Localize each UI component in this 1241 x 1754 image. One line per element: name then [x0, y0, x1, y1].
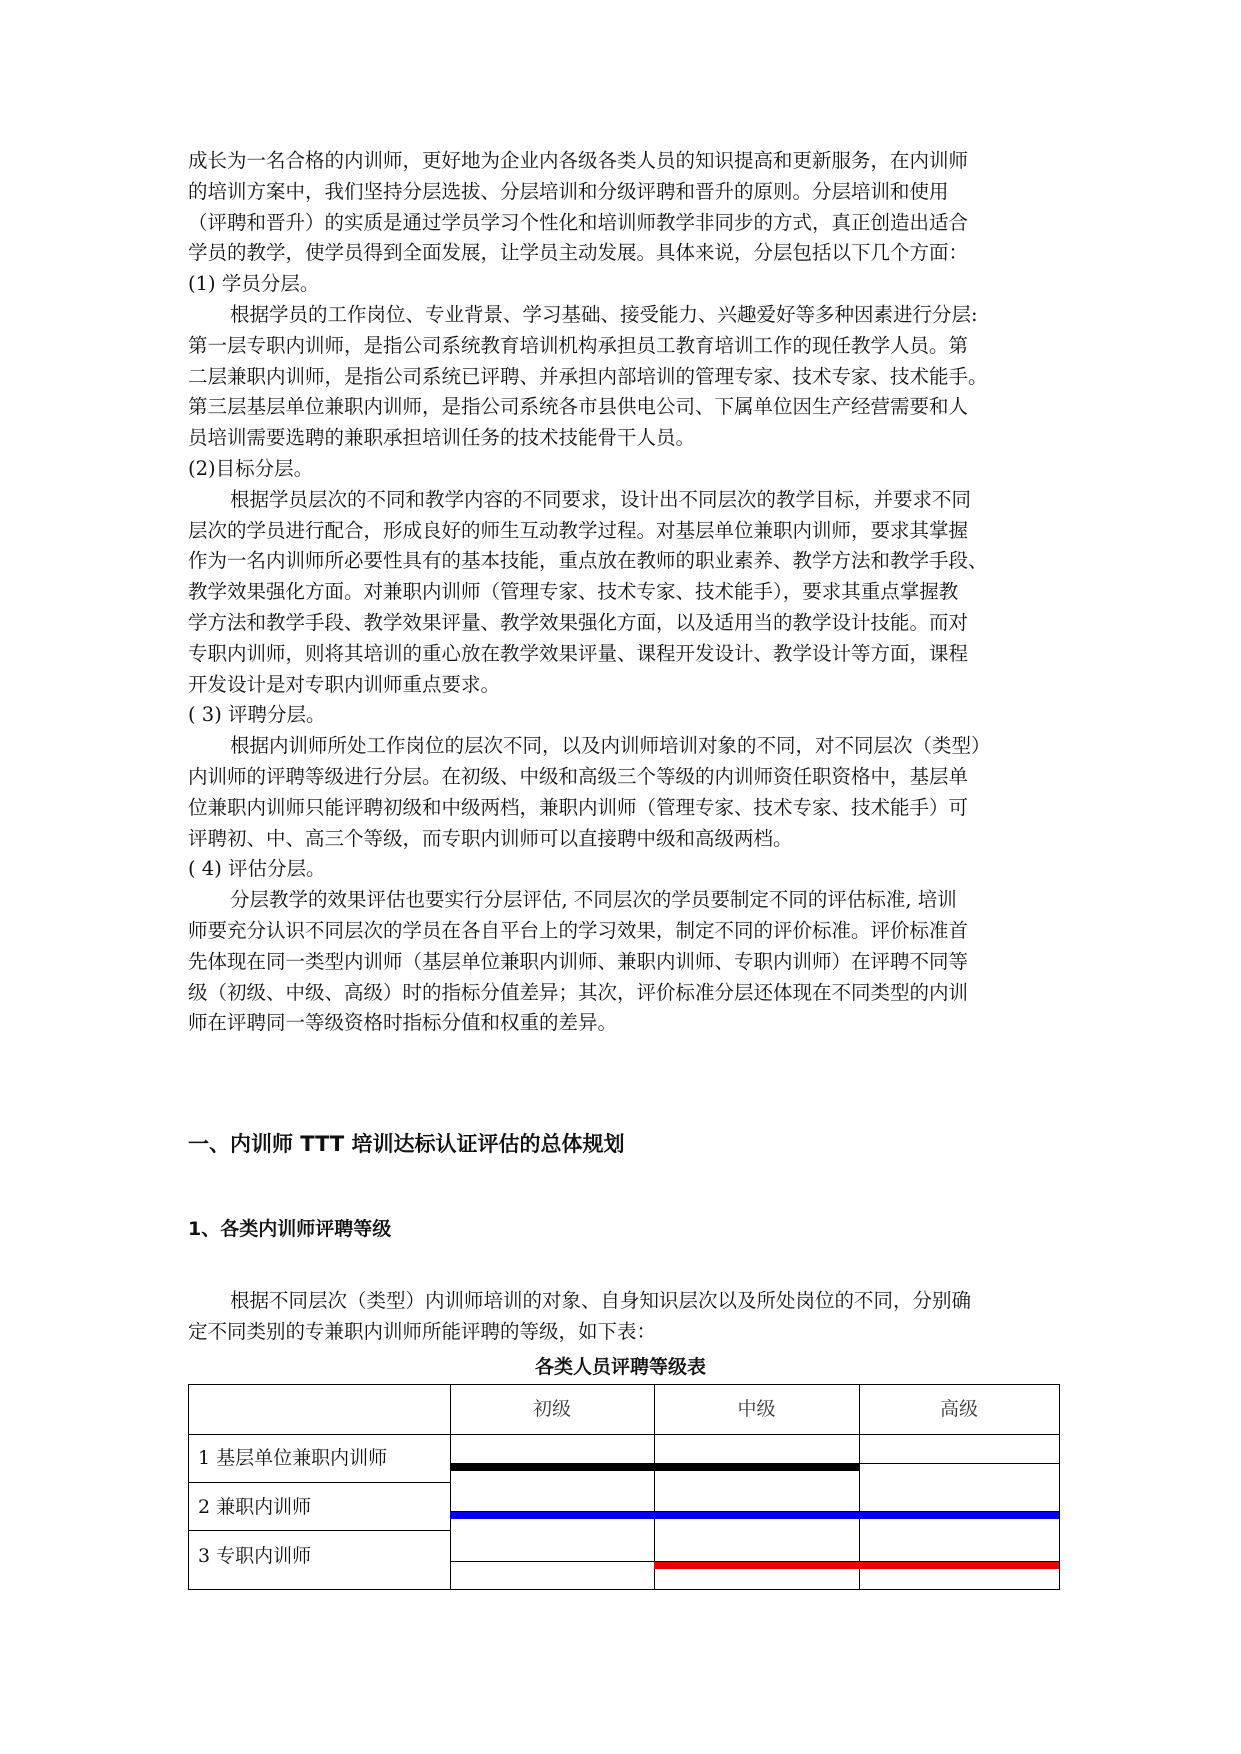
subsection-heading: 1、各类内训师评聘等级 — [188, 1218, 392, 1240]
body-paragraph — [188, 854, 1058, 885]
text-line: 专职内训师，则将其培训的重心放在教学效果评量、课程开发设计、教学设计等方面，课程 — [188, 641, 969, 665]
grade-range-bar — [450, 1464, 859, 1471]
text-line: 教学效果强化方面。对兼职内训师（管理专家、技术专家、技术能手），要求其重点掌握教 — [188, 580, 959, 604]
body-paragraph — [188, 885, 1058, 1039]
table-rule — [1059, 1384, 1060, 1590]
text-line: ( 4) 评估分层。 — [188, 857, 326, 881]
text-line: 师要充分认识不同层次的学员在各自平台上的学习效果，制定不同的评价标准。评价标准首 — [188, 918, 969, 942]
body-paragraph — [188, 454, 1058, 485]
table-rule — [188, 1434, 1060, 1435]
table-rule — [188, 1482, 450, 1483]
body-paragraph — [188, 300, 1058, 454]
text-line: 成长为一名合格的内训师，更好地为企业内各级各类人员的知识提高和更新服务，在内训师 — [188, 149, 969, 172]
text-line: 根据学员层次的不同和教学内容的不同要求，设计出不同层次的教学目标，并要求不同 — [230, 487, 972, 511]
column-header-junior: 初级 — [532, 1398, 571, 1420]
text-line: 根据不同层次（类型）内训师培训的对象、自身知识层次以及所处岗位的不同，分别确 — [230, 1289, 972, 1312]
text-line: 评聘初、中、高三个等级，而专职内训师可以直接聘中级和高级两档。 — [188, 826, 793, 850]
text-line: 层次的学员进行配合，形成良好的师生互动教学过程。对基层单位兼职内训师，要求其掌握 — [188, 518, 969, 542]
body-text — [188, 146, 1058, 1039]
text-line: (2)目标分层。 — [188, 456, 314, 480]
text-line: 级（初级、中级、高级）时的指标分值差异；其次，评价标准分层还体现在不同类型的内训 — [188, 980, 969, 1004]
text-line: 定不同类别的专兼职内训师所能评聘的等级，如下表： — [188, 1319, 657, 1343]
row-label: 2 兼职内训师 — [198, 1496, 312, 1518]
text-line: （评聘和晋升）的实质是通过学员学习个性化和培训师教学非同步的方式，真正创造出适合 — [188, 210, 969, 234]
row-label: 1 基层单位兼职内训师 — [198, 1447, 388, 1469]
text-line: 学员的教学，使学员得到全面发展，让学员主动发展。具体来说，分层包括以下几个方面： — [188, 241, 969, 265]
column-header-senior: 高级 — [939, 1398, 978, 1420]
column-header-intermediate: 中级 — [737, 1398, 776, 1420]
grade-range-bar — [654, 1562, 1059, 1569]
body-paragraph — [188, 700, 1058, 731]
table-rule — [188, 1530, 450, 1531]
text-line: 内训师的评聘等级进行分层。在初级、中级和高级三个等级的内训师资任职资格中，基层单 — [188, 764, 969, 788]
text-line: 根据学员的工作岗位、专业背景、学习基础、接受能力、兴趣爱好等多种因素进行分层: — [230, 302, 978, 326]
text-line: 先体现在同一类型内训师（基层单位兼职内训师、兼职内训师、专职内训师）在评聘不同等 — [188, 949, 969, 973]
text-line: 根据内训师所处工作岗位的层次不同，以及内训师培训对象的不同，对不同层次（类型） — [230, 734, 991, 758]
table-intro-paragraph — [188, 1286, 1068, 1348]
body-paragraph — [188, 269, 1058, 300]
table-intro — [188, 1286, 1068, 1348]
row-label: 3 专职内训师 — [198, 1545, 312, 1567]
body-paragraph — [188, 485, 1058, 701]
table-caption: 各类人员评聘等级表 — [534, 1356, 706, 1378]
text-line: 分层教学的效果评估也要实行分层评估, 不同层次的学员要制定不同的评估标准, 培训 — [230, 888, 957, 912]
section-heading: 一、内训师 TTT 培训达标认证评估的总体规划 — [188, 1132, 625, 1156]
text-line: 第三层基层单位兼职内训师，是指公司系统各市县供电公司、下属单位因生产经营需要和人 — [188, 395, 969, 419]
table-rule — [188, 1384, 189, 1590]
table-rule — [188, 1589, 1060, 1590]
text-line: 员培训需要选聘的兼职承担培训任务的技术技能骨干人员。 — [188, 426, 696, 450]
text-line: (1) 学员分层。 — [188, 272, 320, 296]
text-line: 作为一名内训师所必要性具有的基本技能，重点放在教师的职业素养、教学方法和教学手段、 — [188, 549, 988, 573]
text-line: 位兼职内训师只能评聘初级和中级两档，兼职内训师（管理专家、技术专家、技术能手）可 — [188, 795, 969, 819]
text-line: 第一层专职内训师，是指公司系统教育培训机构承担员工教育培训工作的现任教学人员。第 — [188, 333, 969, 357]
body-paragraph — [188, 731, 1058, 854]
text-line: ( 3) 评聘分层。 — [188, 703, 326, 727]
text-line: 师在评聘同一等级资格时指标分值和权重的差异。 — [188, 1011, 618, 1035]
text-line: 学方法和教学手段、教学效果评量、教学效果强化方面，以及适用当的教学设计技能。而对 — [188, 610, 969, 634]
text-line: 的培训方案中，我们坚持分层选拔、分层培训和分级评聘和晋升的原则。分层培训和使用 — [188, 179, 949, 203]
body-paragraph — [188, 146, 1058, 269]
text-line: 二层兼职内训师，是指公司系统已评聘、并承担内部培训的管理专家、技术专家、技术能手。 — [188, 364, 988, 388]
grade-range-bar — [450, 1512, 1059, 1519]
text-line: 开发设计是对专职内训师重点要求。 — [188, 672, 501, 696]
